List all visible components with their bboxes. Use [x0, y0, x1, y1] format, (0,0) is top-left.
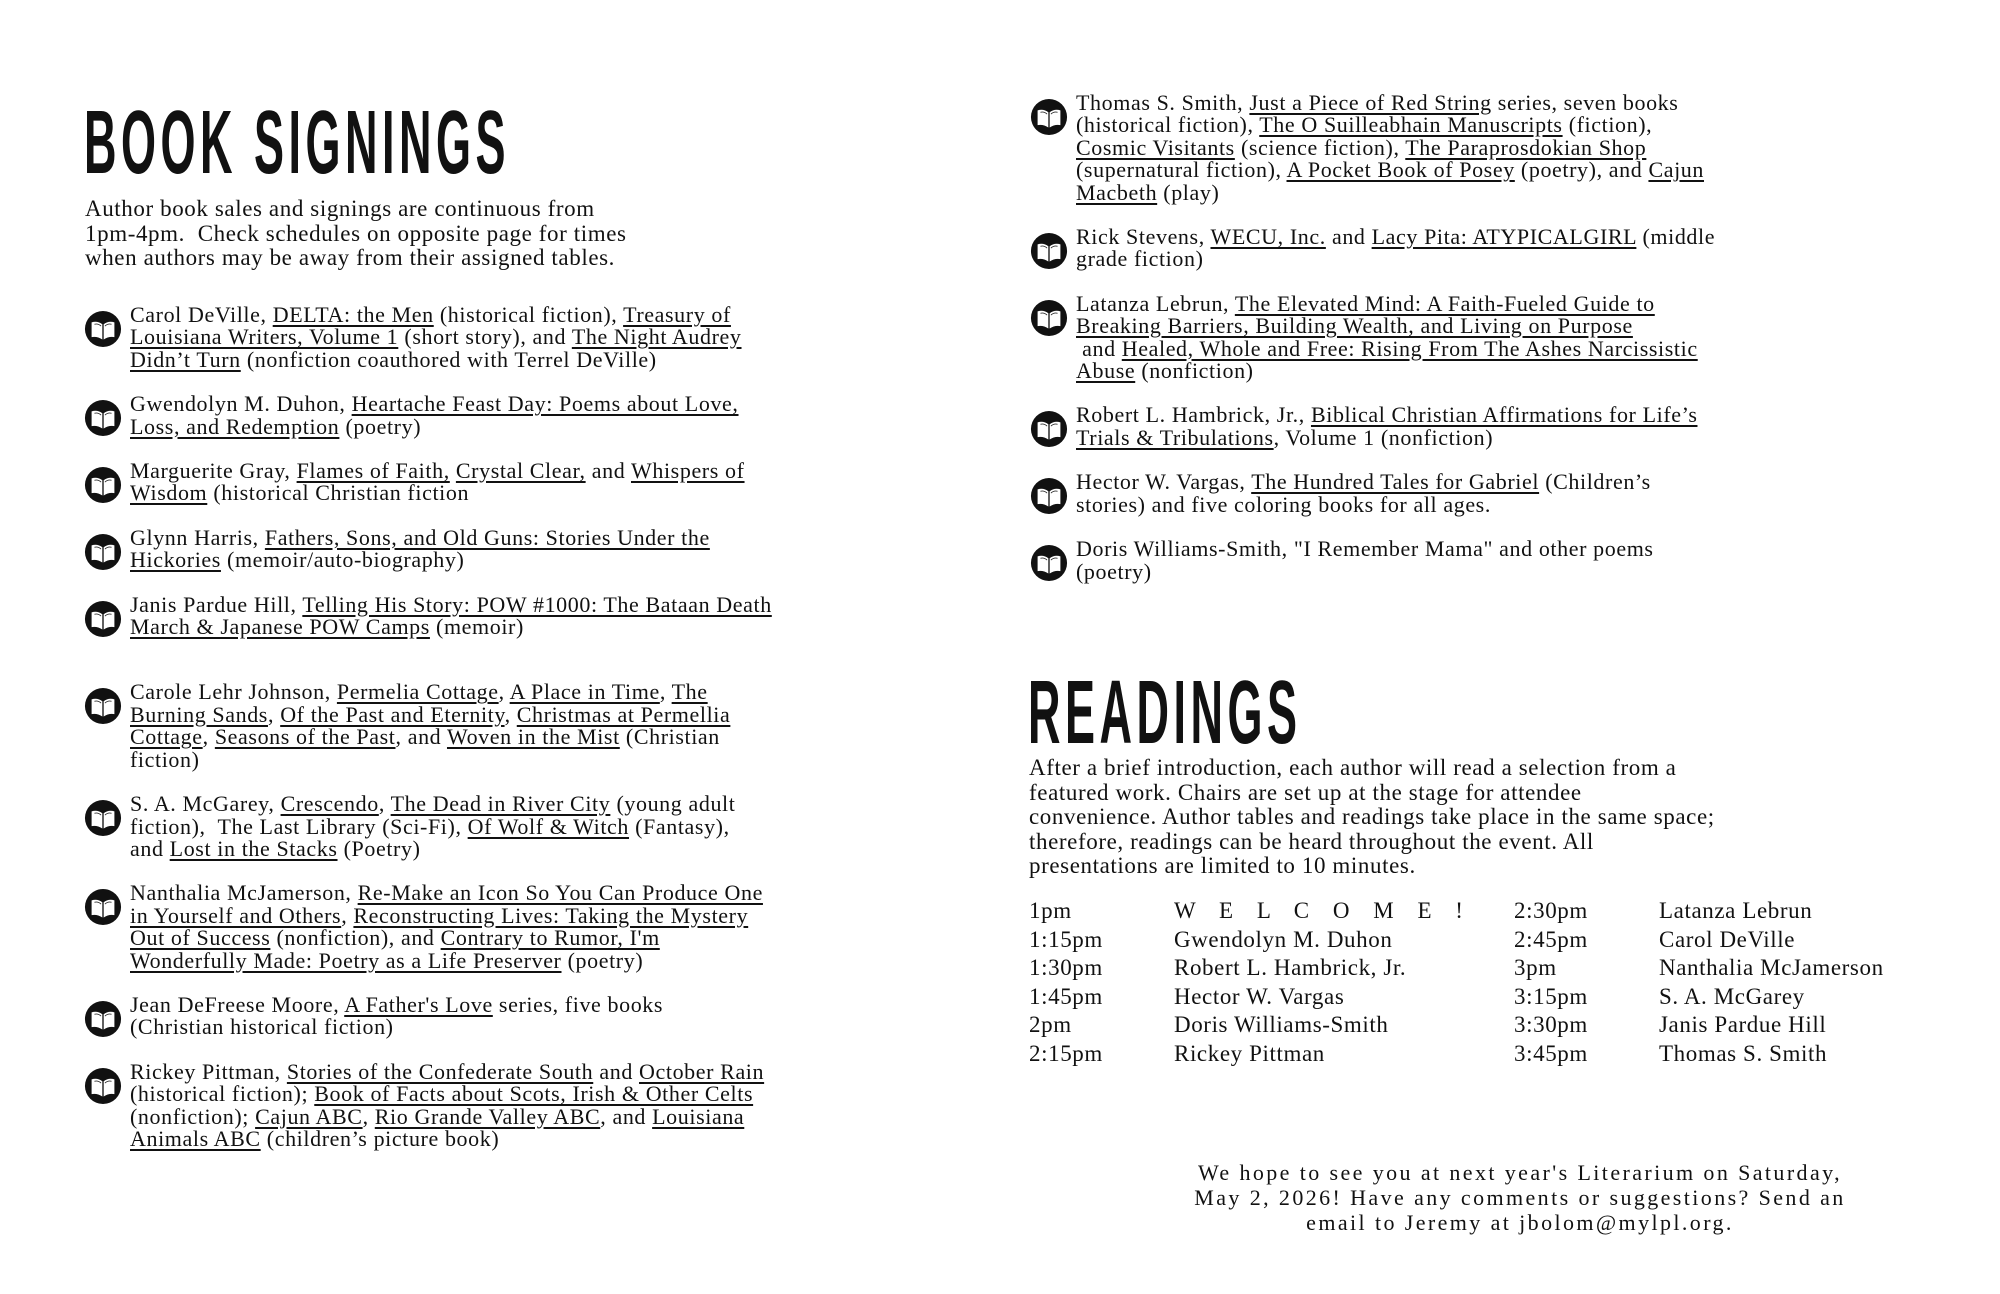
book-title: The Burning Sands	[130, 679, 708, 727]
entry-text: (science fiction),	[1234, 134, 1406, 160]
entry-text: (children’s picture book)	[260, 1125, 500, 1151]
book-title: The Night Audrey Didn’t Turn	[130, 324, 742, 372]
author-entry-text	[1076, 92, 1715, 204]
book-title: Crescendo	[280, 791, 379, 817]
reader-name: Gwendolyn M. Duhon	[1174, 926, 1393, 952]
entry-text: Rick Stevens,	[1076, 224, 1211, 250]
entry-text: (Fantasy), and	[130, 813, 730, 861]
entry-text: S. A. McGarey,	[130, 791, 281, 817]
entry-text: (supernatural fiction),	[1076, 157, 1282, 183]
reading-time: 3:30pm	[1514, 1012, 1588, 1037]
entry-text: (fiction),	[1568, 112, 1653, 138]
book-title: Contrary to Rumor, I'm Wonderfully Made: Poetry as a Life Preserver	[130, 925, 660, 973]
author-entry-text	[1076, 538, 1715, 583]
book-title: Cosmic Visitants	[1076, 134, 1235, 160]
book-title: The Dead in River City	[390, 791, 611, 817]
reading-time: 3:15pm	[1514, 983, 1588, 1009]
open-book-icon	[84, 310, 122, 348]
book-title: The Paraprosdokian Shop	[1405, 134, 1647, 160]
author-entry-text	[1076, 226, 1715, 271]
entry-text: series, five books (Christian historical fiction)	[130, 991, 664, 1040]
entry-text: (play)	[1157, 179, 1220, 205]
entry-text: (poetry)	[339, 413, 422, 439]
reader-name: Robert L. Hambrick, Jr.	[1174, 955, 1407, 980]
entry-text: (memoir)	[429, 614, 524, 640]
reader-name: S. A. McGarey	[1659, 983, 1805, 1009]
book-title: Whispers of Wisdom	[130, 458, 745, 506]
reader-name: Janis Pardue Hill	[1659, 1012, 1827, 1037]
book-title: A Pocket Book of Posey	[1286, 157, 1515, 183]
entry-text: (middle grade fiction)	[1076, 224, 1716, 272]
readings-heading: READINGS	[1028, 663, 1302, 763]
book-title: Seasons of the Past	[214, 724, 396, 750]
entry-text: Doris Williams-Smith, "I Remember Mama" and other poems (poetry)	[1076, 536, 1654, 584]
entry-text: (nonfiction coauthored with Terrel DeVille)	[240, 346, 657, 372]
author-entry	[84, 591, 772, 640]
book-title: Healed, Whole and Free: Rising From The Ashes Narcissistic Abuse	[1076, 335, 1698, 384]
open-book-icon	[84, 399, 122, 437]
author-entry-text	[130, 460, 772, 505]
book-title: Book of Facts about Scots, Irish & Other Celts	[314, 1081, 754, 1107]
author-entry-text	[130, 793, 772, 860]
book-title: Just a Piece of Red String	[1249, 90, 1492, 115]
open-book-icon	[84, 533, 122, 571]
author-entry	[84, 524, 772, 573]
entry-text: , Volume 1 (nonfiction)	[1273, 424, 1494, 450]
entry-text: Latanza Lebrun,	[1076, 290, 1235, 316]
entry-text: (Children’s stories) and five coloring books for all ages.	[1076, 469, 1651, 517]
book-title: Reconstructing Lives: Taking the Mystery Out of Success	[130, 902, 749, 951]
author-entry	[84, 393, 772, 438]
author-entry-text	[1076, 290, 1715, 384]
book-title: The Elevated Mind: A Faith-Fueled Guide to Breaking Barriers, Building Wealth, and Living on Purpose	[1076, 290, 1655, 339]
entry-text: Carole Lehr Johnson,	[130, 679, 337, 705]
open-book-icon	[84, 1000, 122, 1038]
reader-name: Carol DeVille	[1659, 926, 1796, 952]
welcome-label: W E L C O M E !	[1174, 898, 1472, 923]
entry-text: , and	[395, 724, 447, 750]
entry-text: series, seven books (historical fiction),	[1076, 90, 1679, 138]
entry-text: (historical fiction);	[130, 1081, 309, 1107]
entry-text: Carol DeVille,	[130, 302, 273, 327]
author-entry	[1030, 471, 1715, 516]
entry-text: Nanthalia McJamerson,	[130, 880, 358, 906]
author-entry-text	[130, 393, 772, 438]
entry-text: ,	[659, 679, 672, 705]
book-title: Telling His Story: POW #1000: The Bataan Death March & Japanese POW Camps	[130, 591, 772, 640]
open-book-icon	[1030, 410, 1068, 448]
open-book-icon	[84, 799, 122, 837]
entry-text: ,	[202, 724, 215, 750]
author-entry-text	[1076, 471, 1715, 516]
author-entry-text	[130, 1058, 772, 1151]
open-book-icon	[84, 600, 122, 638]
author-entry-text	[1076, 404, 1715, 449]
book-title: A Father's Love	[344, 991, 493, 1017]
reader-name: Rickey Pittman	[1174, 1040, 1325, 1066]
entry-text: ,	[362, 1103, 375, 1129]
book-title: Permelia Cottage	[336, 679, 499, 705]
readings-schedule	[1029, 898, 1884, 1069]
entry-text: Gwendolyn M. Duhon,	[130, 391, 352, 417]
schedule-row	[1029, 1041, 1884, 1070]
reading-time: 1:45pm	[1029, 983, 1103, 1009]
reader-name: Doris Williams-Smith	[1174, 1012, 1389, 1037]
entry-text: , and	[600, 1103, 653, 1129]
entry-text: Jean DeFreese Moore,	[130, 991, 345, 1017]
author-entry-text	[130, 524, 772, 573]
book-title: Treasury of Louisiana Writers, Volume 1	[130, 302, 731, 350]
book-title: October Rain	[639, 1058, 765, 1084]
book-title: Heartache Feast Day: Poems about Love, Loss, and Redemption	[130, 391, 739, 439]
open-book-icon	[84, 687, 122, 725]
entry-text: ,	[498, 679, 510, 705]
book-title: Cajun Macbeth	[1076, 157, 1704, 205]
book-title: Lacy Pita: ATYPICALGIRL	[1371, 224, 1637, 250]
entry-text: (Christian fiction)	[130, 724, 720, 772]
author-list-right	[1030, 92, 1715, 605]
reading-time: 1pm	[1029, 898, 1072, 923]
entry-text: and	[585, 458, 631, 484]
entry-text: and	[1325, 224, 1372, 250]
book-title: A Place in Time	[509, 679, 660, 705]
author-entry	[1030, 290, 1715, 384]
entry-text: (Poetry)	[337, 835, 421, 861]
author-entry-text	[130, 304, 772, 371]
book-title: Louisiana Animals ABC	[130, 1103, 745, 1151]
open-book-icon	[84, 888, 122, 926]
reader-name: Nanthalia McJamerson	[1659, 955, 1884, 980]
schedule-row	[1029, 984, 1884, 1013]
author-entry	[84, 681, 772, 771]
entry-text: Glynn Harris,	[130, 524, 265, 550]
entry-text: (memoir/auto-biography)	[220, 547, 465, 573]
entry-text: ,	[267, 701, 281, 727]
book-title: Of Wolf & Witch	[467, 813, 630, 839]
reader-name: Thomas S. Smith	[1659, 1040, 1828, 1066]
schedule-row	[1029, 955, 1884, 984]
reading-time: 3pm	[1514, 955, 1557, 980]
entry-text: (young adult fiction), The Last Library (Sci-Fi),	[130, 791, 736, 839]
author-list-left	[84, 304, 772, 1172]
book-title: The Hundred Tales for Gabriel	[1251, 469, 1540, 495]
author-entry	[84, 460, 772, 505]
schedule-row	[1029, 1012, 1884, 1041]
book-title: Biblical Christian Affirmations for Life’s Trials & Tribulations	[1076, 402, 1698, 450]
reading-time: 2:30pm	[1514, 898, 1588, 923]
entry-text: Marguerite Gray,	[130, 458, 297, 484]
book-title: Cajun ABC	[255, 1103, 363, 1129]
author-entry	[84, 793, 772, 860]
book-title: Of the Past and Eternity	[280, 701, 505, 727]
book-title: The O Suilleabhain Manuscripts	[1259, 112, 1563, 138]
reader-name: Hector W. Vargas	[1174, 983, 1345, 1009]
open-book-icon	[1030, 232, 1068, 270]
open-book-icon	[84, 466, 122, 504]
reader-name: Latanza Lebrun	[1659, 898, 1813, 923]
author-entry	[1030, 538, 1715, 583]
open-book-icon	[1030, 98, 1068, 136]
reading-time: 1:15pm	[1029, 926, 1103, 952]
reading-time: 2pm	[1029, 1012, 1072, 1037]
book-title: Re-Make an Icon So You Can Produce One in Yourself and Others	[130, 880, 763, 928]
entry-text: ,	[378, 791, 391, 817]
book-title: Rio Grande Valley ABC	[374, 1103, 601, 1129]
author-entry-text	[130, 991, 772, 1040]
reading-time: 1:30pm	[1029, 955, 1103, 980]
book-title: WECU, Inc.	[1210, 224, 1326, 250]
book-title: Stories of the Confederate South	[286, 1058, 594, 1084]
reading-time: 2:45pm	[1514, 926, 1588, 952]
author-entry-text	[130, 882, 772, 972]
author-entry-text	[130, 681, 772, 771]
author-entry	[1030, 226, 1715, 271]
reading-time: 3:45pm	[1514, 1040, 1588, 1066]
entry-text: ,	[341, 902, 354, 928]
entry-text: (nonfiction)	[1135, 358, 1254, 384]
readings-intro: After a brief introduction, each author will read a selection from a featured work. Chairs are set up at the stage for attendee convenience. Author tables and readings take place in the same space; therefore, readings can be heard throughout the event. All presentations are limited to 10 minutes.	[1029, 755, 1715, 878]
book-title: DELTA: the Men	[272, 302, 434, 327]
schedule-row	[1029, 927, 1884, 956]
entry-text: Hector W. Vargas,	[1076, 469, 1252, 495]
book-signings-intro: Author book sales and signings are continuous from 1pm-4pm. Check schedules on opposite page for times when authors may be away from their assigned tables.	[85, 196, 627, 270]
author-entry-text	[130, 591, 772, 640]
book-title: Lost in the Stacks	[169, 835, 338, 861]
entry-text: (nonfiction);	[130, 1103, 249, 1129]
entry-text: (poetry)	[561, 947, 644, 973]
entry-text: ,	[504, 701, 517, 727]
open-book-icon	[1030, 477, 1068, 515]
entry-text: (poetry), and	[1514, 157, 1649, 183]
book-signings-heading: BOOK SIGNINGS	[84, 93, 511, 193]
book-title: Crystal Clear,	[455, 458, 586, 484]
author-entry	[84, 304, 772, 371]
entry-text: Thomas S. Smith,	[1076, 90, 1250, 115]
entry-text: Rickey Pittman,	[130, 1058, 287, 1084]
book-title: Fathers, Sons, and Old Guns: Stories Under the Hickories	[130, 524, 710, 573]
author-entry	[84, 991, 772, 1040]
reading-time: 2:15pm	[1029, 1040, 1103, 1066]
book-title: Flames of Faith,	[296, 458, 450, 484]
open-book-icon	[1030, 544, 1068, 582]
book-title: Woven in the Mist	[446, 724, 620, 750]
entry-text: Janis Pardue Hill,	[130, 591, 303, 617]
entry-text: (short story), and	[398, 324, 572, 350]
book-title: Christmas at Permellia Cottage	[130, 701, 731, 750]
author-entry	[84, 1058, 772, 1151]
schedule-row	[1029, 898, 1884, 927]
entry-text: (nonfiction), and	[270, 925, 441, 951]
author-entry	[1030, 92, 1715, 204]
open-book-icon	[1030, 299, 1068, 337]
entry-text: (historical fiction),	[433, 302, 624, 327]
footer-note: We hope to see you at next year's Literarium on Saturday, May 2, 2026! Have any comments or suggestions? Send an email to Jeremy at jbolom@mylpl.org.	[1194, 1160, 1846, 1235]
entry-text: (historical Christian fiction	[207, 480, 470, 506]
author-entry	[84, 882, 772, 972]
entry-text: and	[1082, 335, 1116, 361]
open-book-icon	[84, 1067, 122, 1105]
author-entry	[1030, 404, 1715, 449]
entry-text: and	[593, 1058, 640, 1084]
entry-text: Robert L. Hambrick, Jr.,	[1076, 402, 1311, 428]
